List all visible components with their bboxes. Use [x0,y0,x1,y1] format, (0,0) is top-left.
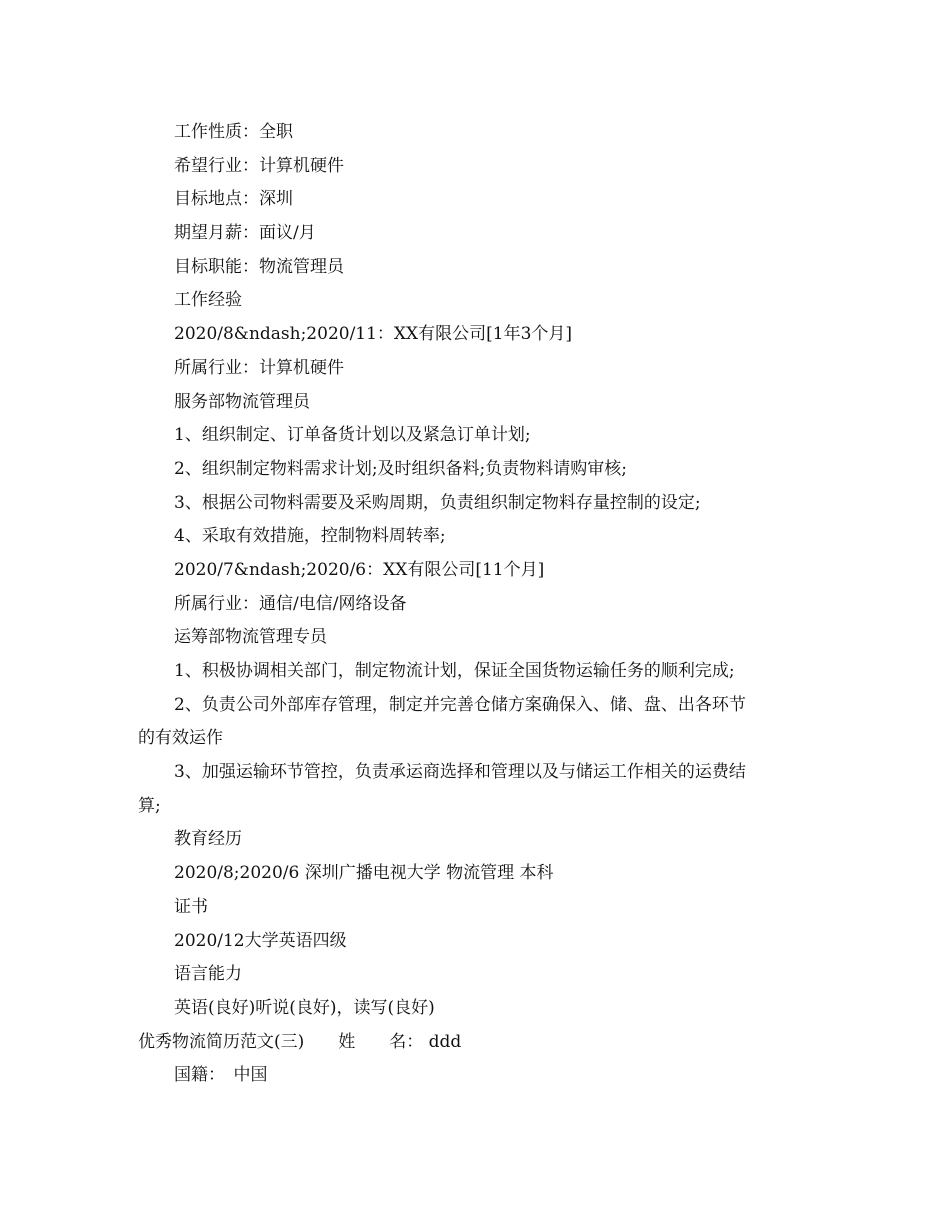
next-resume-title-and-name: 优秀物流简历范文(三) 姓 名： ddd [138,1031,462,1052]
job-1-duty-2: 2、组织制定物料需求计划;及时组织备料;负责物料请购审核; [174,458,627,479]
expected-salary-line: 期望月薪：面议/月 [174,223,316,244]
target-location-line: 目标地点：深圳 [174,189,293,210]
nationality-line: 国籍： 中国 [174,1065,268,1086]
target-function-line: 目标职能：物流管理员 [174,256,344,277]
job-2-duty-2: 2、负责公司外部库存管理，制定并完善仓储方案确保入、储、盘、出各环节 [174,694,746,715]
desired-industry-line: 希望行业：计算机硬件 [174,155,344,176]
job-1-title: 服务部物流管理员 [174,391,310,412]
job-1-industry: 所属行业：计算机硬件 [174,357,344,378]
job-2-duty-2-continued: 的有效运作 [138,728,223,749]
section-heading-work-experience: 工作经验 [174,290,242,311]
job-1-period: 2020/8&ndash;2020/11：XX有限公司[1年3个月] [174,324,573,345]
section-heading-language: 语言能力 [174,964,242,985]
section-heading-certificates: 证书 [174,896,208,917]
job-1-duty-4: 4、采取有效措施，控制物料周转率; [174,526,446,547]
job-2-industry: 所属行业：通信/电信/网络设备 [174,593,407,614]
job-2-duty-3-continued: 算; [138,795,161,816]
job-2-title: 运筹部物流管理专员 [174,627,327,648]
job-2-duty-1: 1、积极协调相关部门，制定物流计划，保证全国货物运输任务的顺利完成; [174,661,735,681]
language-entry: 英语(良好)听说(良好)，读写(良好) [174,997,435,1018]
resume-content [138,116,818,1093]
job-1-duty-1: 1、组织制定、订单备货计划以及紧急订单计划; [174,425,531,446]
job-2-duty-3: 3、加强运输环节管控，负责承运商选择和管理以及与储运工作相关的运费结 [174,762,746,783]
job-2-period: 2020/7&ndash;2020/6：XX有限公司[11个月] [174,559,545,580]
job-type-line: 工作性质：全职 [174,122,293,142]
job-1-duty-3: 3、根据公司物料需要及采购周期，负责组织制定物料存量控制的设定; [174,492,701,513]
certificate-entry: 2020/12大学英语四级 [174,930,347,951]
education-entry: 2020/8;2020/6 深圳广播电视大学 物流管理 本科 [174,863,554,884]
section-heading-education: 教育经历 [174,829,242,850]
